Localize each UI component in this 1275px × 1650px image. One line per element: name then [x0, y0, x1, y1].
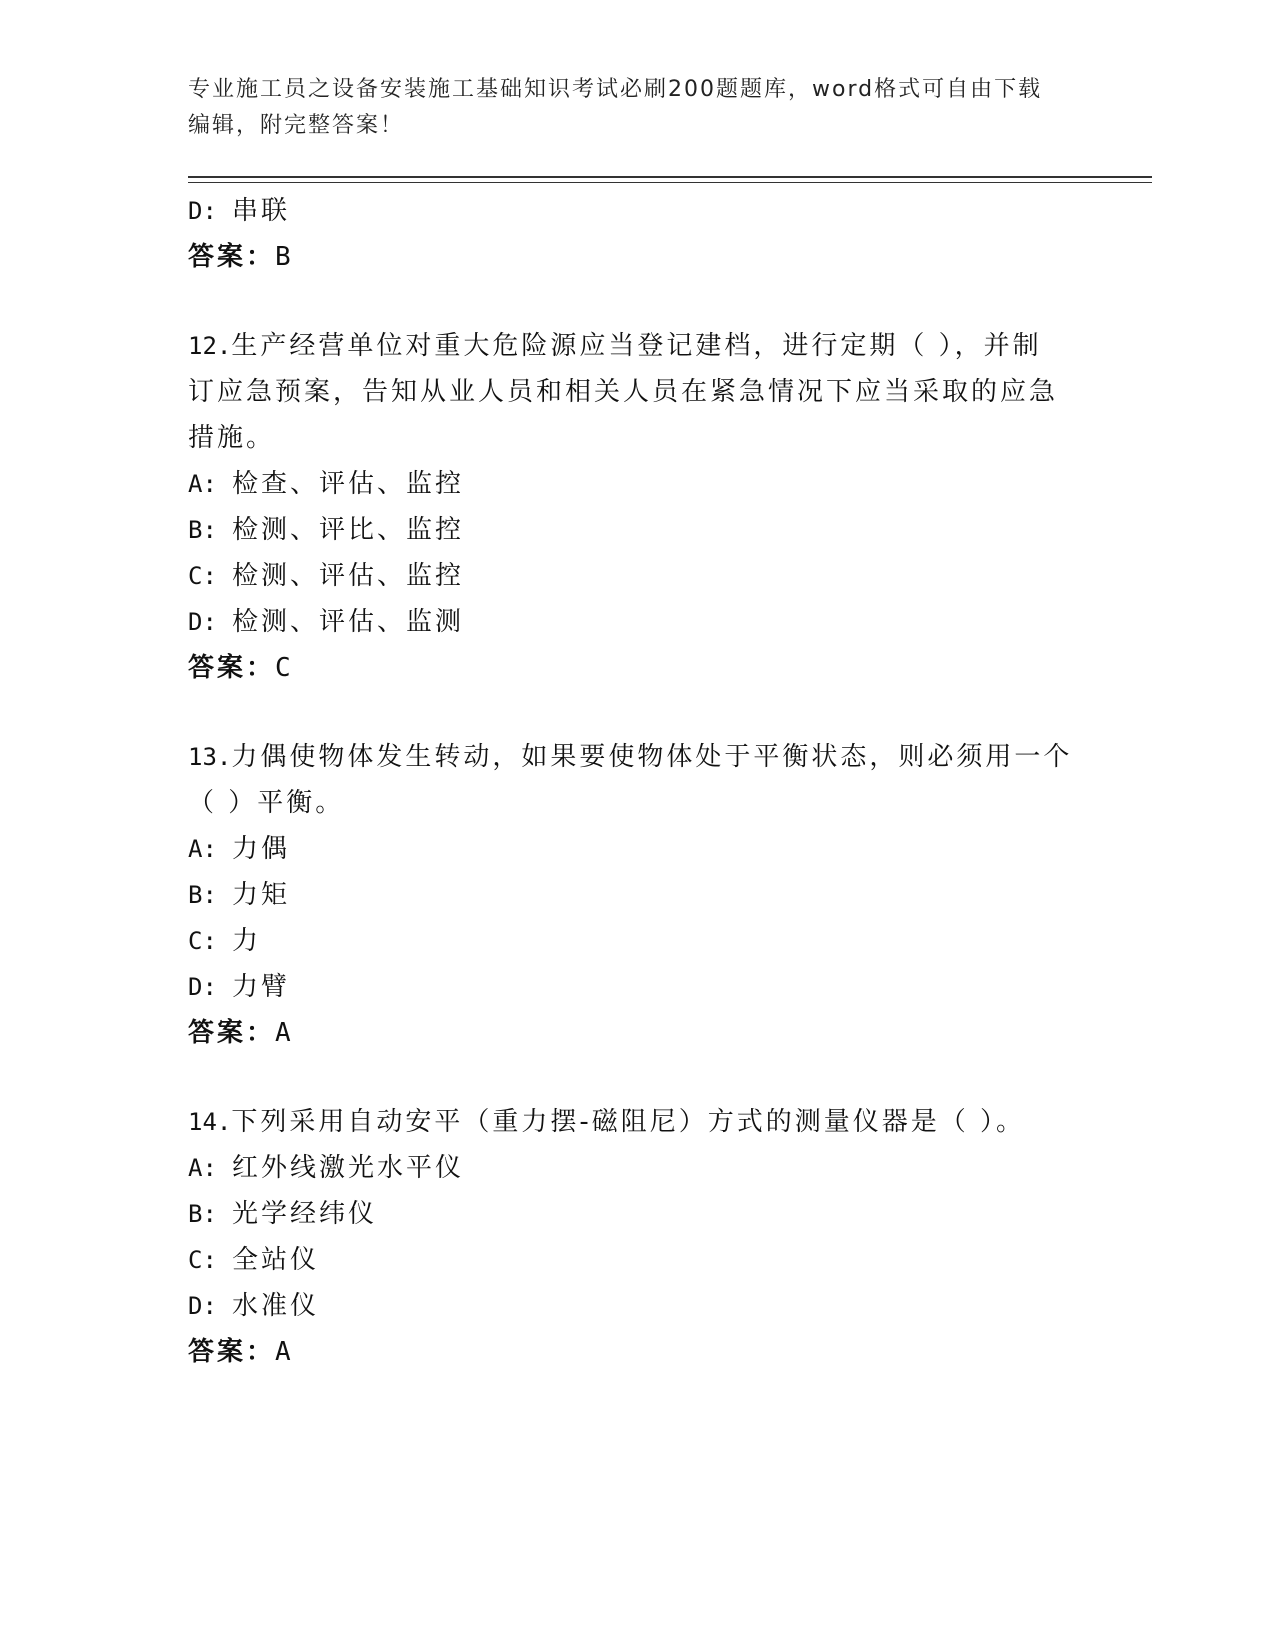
option-text: 水准仪: [232, 1291, 320, 1321]
option-key: B:: [188, 881, 217, 909]
option-text: 检测、评比、监控: [232, 515, 465, 545]
option-text: 力: [232, 926, 262, 956]
option-key: C:: [188, 927, 217, 955]
question-text: 力偶使物体发生转动，如果要使物体处于平衡状态，则必须用一个: [231, 742, 1073, 772]
option-c: [188, 553, 1088, 599]
option-d: [188, 599, 1088, 645]
option-key: A:: [188, 835, 217, 863]
option-c: [188, 1237, 1088, 1283]
header-rule-thin: [188, 182, 1152, 183]
option-d: [188, 1283, 1088, 1329]
prev-option-d: [188, 188, 1088, 234]
question-text: 下列采用自动安平（重力摆-磁阻尼）方式的测量仪器是（ ）。: [231, 1107, 1026, 1137]
prev-answer: [188, 234, 1088, 280]
option-b: [188, 507, 1088, 553]
question-stem-line: （ ）平衡。: [188, 788, 345, 818]
question-stem-line: 措施。: [188, 423, 276, 453]
answer-value: C: [275, 653, 294, 683]
question-stem-line: [188, 323, 1088, 369]
option-key: A:: [188, 470, 217, 498]
answer-value: B: [275, 242, 294, 272]
answer-label: 答案：: [188, 242, 276, 272]
question-stem-line: [188, 1099, 1088, 1145]
option-key: B:: [188, 516, 217, 544]
question-stem-line: 订应急预案，告知从业人员和相关人员在紧急情况下应当采取的应急: [188, 377, 1059, 407]
option-d: [188, 964, 1088, 1010]
answer-value: A: [275, 1337, 294, 1367]
page-header: [188, 72, 1088, 144]
option-key: B:: [188, 1200, 217, 1228]
option-key: C:: [188, 1246, 217, 1274]
answer-value: A: [275, 1018, 294, 1048]
option-text: 检查、评估、监控: [232, 469, 465, 499]
option-c: [188, 918, 1088, 964]
question-text: 生产经营单位对重大危险源应当登记建档，进行定期（ ），并制: [231, 331, 1042, 361]
option-key: C:: [188, 562, 217, 590]
option-text: 力矩: [232, 880, 291, 910]
question-12: [188, 323, 1088, 691]
answer: [188, 645, 1088, 691]
option-b: [188, 1191, 1088, 1237]
option-a: [188, 461, 1088, 507]
question-13: [188, 734, 1088, 1056]
option-text: 力臂: [232, 972, 291, 1002]
answer: [188, 1329, 1088, 1375]
option-text: 红外线激光水平仪: [232, 1153, 465, 1183]
option-text: 检测、评估、监控: [232, 561, 465, 591]
answer-label: 答案：: [188, 1018, 276, 1048]
option-text: 串联: [232, 196, 291, 226]
option-text: 光学经纬仪: [232, 1199, 378, 1229]
header-line-2: 编辑，附完整答案！: [188, 113, 405, 138]
option-a: [188, 1145, 1088, 1191]
option-key: D:: [188, 197, 217, 225]
question-stem-line: [188, 734, 1088, 780]
answer-label: 答案：: [188, 653, 276, 683]
option-b: [188, 872, 1088, 918]
question-number: 13.: [188, 743, 232, 771]
answer: [188, 1010, 1088, 1056]
option-key: D:: [188, 608, 217, 636]
option-text: 检测、评估、监测: [232, 607, 465, 637]
option-a: [188, 826, 1088, 872]
question-number: 12.: [188, 332, 232, 360]
option-key: A:: [188, 1154, 217, 1182]
answer-label: 答案：: [188, 1337, 276, 1367]
option-key: D:: [188, 1292, 217, 1320]
document-body: [188, 188, 1088, 1375]
header-line-1: 专业施工员之设备安装施工基础知识考试必刷200题题库，word格式可自由下载: [188, 77, 1043, 102]
question-number: 14.: [188, 1108, 232, 1136]
option-key: D:: [188, 973, 217, 1001]
question-14: [188, 1099, 1088, 1375]
option-text: 力偶: [232, 834, 291, 864]
option-text: 全站仪: [232, 1245, 320, 1275]
header-rule-thick: [188, 176, 1152, 178]
